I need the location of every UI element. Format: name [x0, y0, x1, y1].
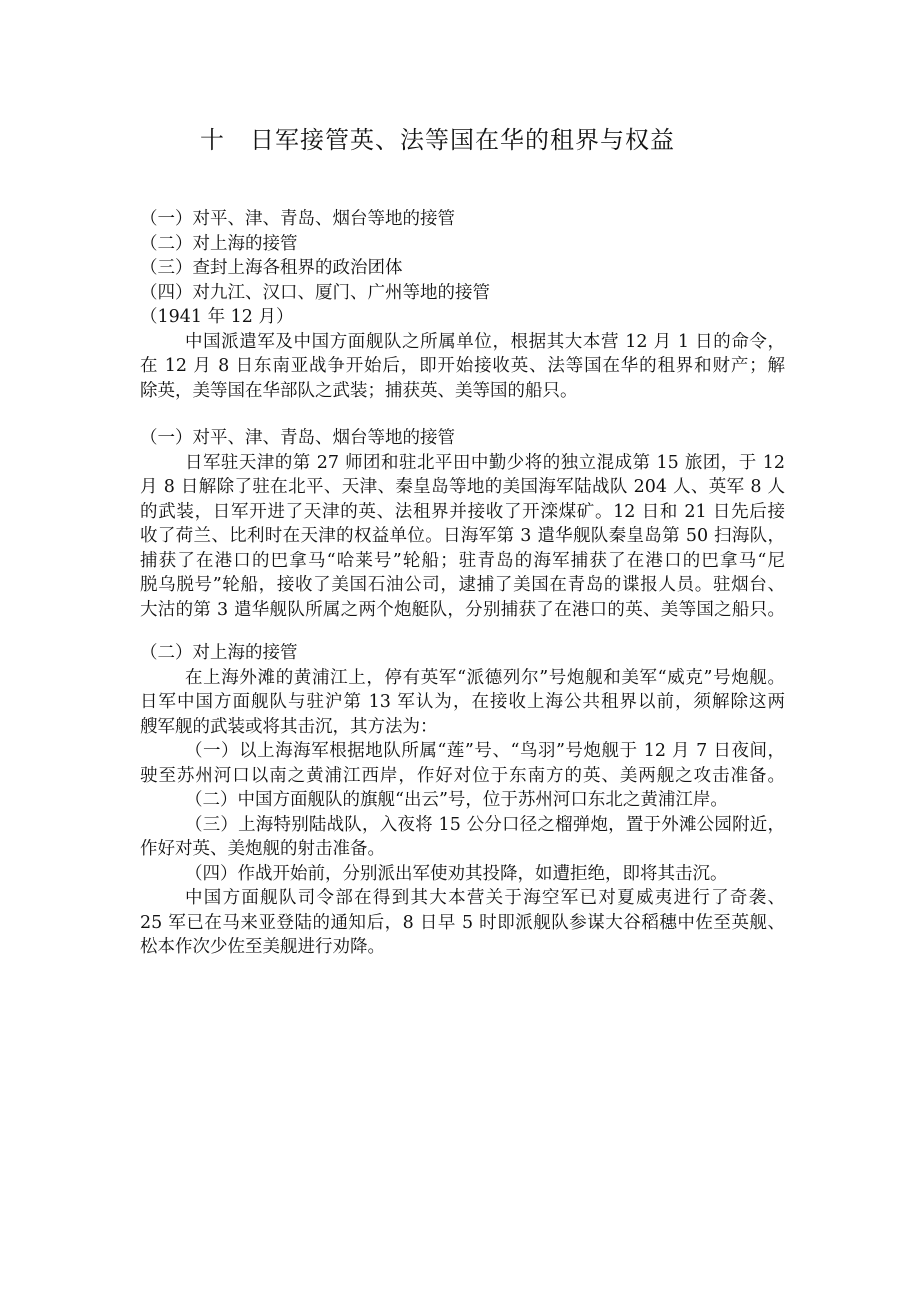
- paragraph-line: 除英，美等国在华部队之武装；捕获英、美等国的船只。: [140, 380, 578, 401]
- paragraph-line: 捕获了在港口的巴拿马“哈莱号”轮船；驻青岛的海军捕获了在港口的巴拿马“尼: [140, 550, 785, 571]
- paragraph-line: 艘军舰的武装或将其击沉，其方法为：: [140, 716, 438, 737]
- paragraph-line: 25 军已在马来亚登陆的通知后，8 日早 5 时即派舰队参谋大谷稻穗中佐至英舰、: [140, 912, 785, 933]
- paragraph-line: 中国方面舰队司令部在得到其大本营关于海空军已对夏威夷进行了奇袭、: [185, 888, 785, 908]
- paragraph-line: （二）中国方面舰队的旗舰“出云”号，位于苏州河口东北之黄浦江岸。: [185, 790, 728, 810]
- toc-item: （二）对上海的接管: [140, 233, 298, 254]
- paragraph-line: 日军中国方面舰队与驻沪第 13 军认为，在接收上海公共租界以前，须解除这两: [140, 692, 785, 712]
- paragraph-line: 驶至苏州河口以南之黄浦江西岸，作好对位于东南方的英、美两舰之攻击准备。: [140, 765, 785, 786]
- paragraph-line: （四）作战开始前，分别派出军使劝其投降，如遭拒绝，即将其击沉。: [185, 863, 728, 884]
- paragraph-line: 大沽的第 3 遣华舰队所属之两个炮艇队，分别捕获了在港口的英、美等国之船只。: [140, 599, 785, 620]
- paragraph-line: 作好对英、美炮舰的射击准备。: [140, 839, 385, 859]
- section-1: [140, 426, 785, 622]
- toc-item: （四）对九江、汉口、厦门、广州等地的接管: [140, 282, 490, 303]
- paragraph-line: （三）上海特别陆战队，入夜将 15 公分口径之榴弹炮，置于外滩公园附近，: [185, 814, 785, 835]
- paragraph-line: 在上海外滩的黄浦江上，停有英军“派德列尔”号炮舰和美军“威克”号炮舰。: [185, 667, 785, 688]
- section-heading: （二）对上海的接管: [140, 643, 298, 663]
- paragraph-line: 在 12 月 8 日东南亚战争开始后，即开始接收英、法等国在华的租界和财产；解: [140, 356, 785, 376]
- section-2: [140, 641, 785, 960]
- paragraph-line: 日军驻天津的第 27 师团和驻北平田中勤少将的独立混成第 15 旅团，于 12: [185, 452, 785, 473]
- paragraph-line: 收了荷兰、比利时在天津的权益单位。日海军第 3 遣华舰队秦皇岛第 50 扫海队，: [140, 526, 785, 546]
- paragraph-line: 中国派遣军及中国方面舰队之所属单位，根据其大本营 12 月 1 日的命令，: [185, 331, 785, 352]
- paragraph-line: （一）以上海海军根据地队所属“莲”号、“鸟羽”号炮舰于 12 月 7 日夜间，: [185, 741, 785, 761]
- page-title: 十 日军接管英、法等国在华的租界与权益: [200, 126, 675, 154]
- section-heading: （一）对平、津、青岛、烟台等地的接管: [140, 428, 455, 448]
- date-line: （1941 年 12 月）: [140, 307, 294, 327]
- paragraph-line: 松本作次少佐至美舰进行劝降。: [140, 937, 385, 957]
- toc-item: （一）对平、津、青岛、烟台等地的接管: [140, 209, 455, 229]
- paragraph-line: 的武装，日军开进了天津的英、法租界并接收了开滦煤矿。12 日和 21 日先后接: [140, 501, 785, 522]
- paragraph-line: 月 8 日解除了驻在北平、天津、秦皇岛等地的美国海军陆战队 204 人、英军 8 人: [140, 477, 785, 497]
- paragraph-line: 脱乌脱号”轮船，接收了美国石油公司，逮捕了美国在青岛的谍报人员。驻烟台、: [140, 575, 785, 595]
- toc-item: （三）查封上海各租界的政治团体: [140, 258, 403, 278]
- table-of-contents: [140, 207, 785, 403]
